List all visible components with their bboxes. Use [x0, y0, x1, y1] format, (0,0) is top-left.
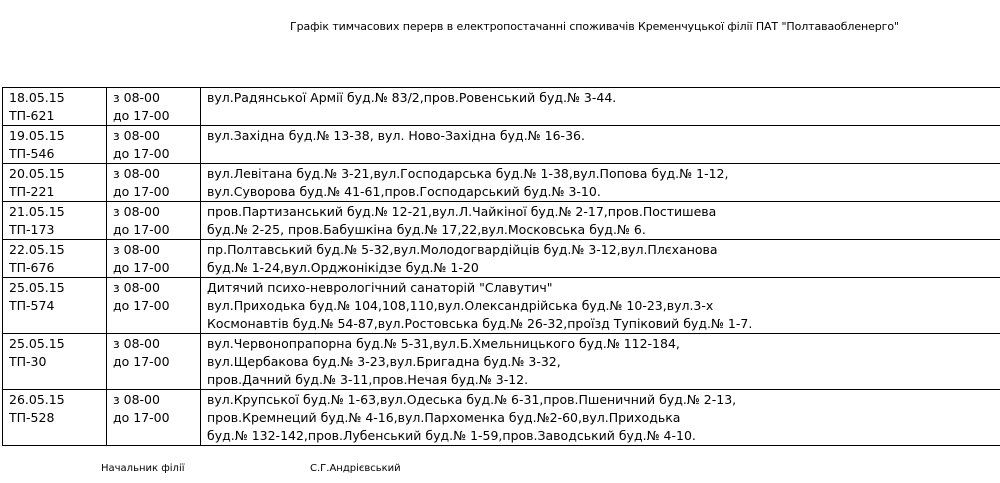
date-tp-cell: [3, 88, 107, 126]
time-from: з 08-00: [113, 242, 160, 257]
address-line: буд.№ 2-25, пров.Бабушкіна буд.№ 17,22,вул.Московська буд.№ 6.: [207, 222, 646, 237]
date-tp-cell: [3, 390, 107, 446]
table-row: [3, 126, 1000, 164]
date-tp-cell: [3, 202, 107, 240]
table-row: [3, 240, 1000, 278]
address-cell: [201, 202, 1000, 240]
address-line: вул.Західна буд.№ 13-38, вул. Ново-Західна буд.№ 16-36.: [207, 128, 585, 143]
time-cell: [107, 240, 201, 278]
transformer-substation: ТП-30: [9, 354, 47, 369]
time-cell: [107, 126, 201, 164]
transformer-substation: ТП-221: [9, 184, 55, 199]
document-title: Графік тимчасових перерв в електропостачанні споживачів Кременчуцької філії ПАТ "Полтаваобленерго": [290, 20, 899, 33]
address-line: вул.Радянської Армії буд.№ 83/2,пров.Ровенський буд.№ 3-44.: [207, 90, 617, 105]
time-to: до 17-00: [113, 260, 170, 275]
time-from: з 08-00: [113, 128, 160, 143]
address-line: пров.Дачний буд.№ 3-11,пров.Нечая буд.№ 3-12.: [207, 372, 529, 387]
transformer-substation: ТП-173: [9, 222, 55, 237]
time-to: до 17-00: [113, 184, 170, 199]
transformer-substation: ТП-528: [9, 410, 55, 425]
time-to: до 17-00: [113, 354, 170, 369]
time-from: з 08-00: [113, 204, 160, 219]
table-row: [3, 164, 1000, 202]
transformer-substation: ТП-621: [9, 108, 55, 123]
address-line: пров.Кремнеций буд.№ 4-16,вул.Пархоменка буд.№2-60,вул.Приходька: [207, 410, 681, 425]
time-from: з 08-00: [113, 166, 160, 181]
address-cell: [201, 390, 1000, 446]
time-to: до 17-00: [113, 108, 170, 123]
outage-date: 21.05.15: [9, 204, 65, 219]
date-tp-cell: [3, 164, 107, 202]
signatory-position: Начальник філії: [101, 463, 185, 474]
time-cell: [107, 390, 201, 446]
time-to: до 17-00: [113, 146, 170, 161]
address-line: буд.№ 132-142,пров.Лубенський буд.№ 1-59,пров.Заводський буд.№ 4-10.: [207, 428, 696, 443]
table-row: [3, 202, 1000, 240]
address-cell: [201, 164, 1000, 202]
address-line: вул.Червонопрапорна буд.№ 5-31,вул.Б.Хмельницького буд.№ 112-184,: [207, 336, 680, 351]
time-from: з 08-00: [113, 280, 160, 295]
address-line: Дитячий психо-неврологічний санаторій "Славутич": [207, 280, 553, 295]
date-tp-cell: [3, 334, 107, 390]
time-to: до 17-00: [113, 298, 170, 313]
time-from: з 08-00: [113, 392, 160, 407]
signatory-name: С.Г.Андрієвський: [310, 463, 401, 474]
outage-date: 19.05.15: [9, 128, 65, 143]
transformer-substation: ТП-574: [9, 298, 55, 313]
address-cell: [201, 240, 1000, 278]
date-tp-cell: [3, 240, 107, 278]
outage-date: 20.05.15: [9, 166, 65, 181]
date-tp-cell: [3, 278, 107, 334]
address-line: вул.Щербакова буд.№ 3-23,вул.Бригадна буд.№ 3-32,: [207, 354, 561, 369]
table-row: [3, 88, 1000, 126]
time-cell: [107, 88, 201, 126]
outage-date: 26.05.15: [9, 392, 65, 407]
time-to: до 17-00: [113, 222, 170, 237]
time-cell: [107, 202, 201, 240]
address-line: вул.Приходька буд.№ 104,108,110,вул.Олександрійська буд.№ 10-23,вул.3-х: [207, 298, 714, 313]
transformer-substation: ТП-676: [9, 260, 55, 275]
date-tp-cell: [3, 126, 107, 164]
time-from: з 08-00: [113, 336, 160, 351]
table-row: [3, 334, 1000, 390]
outage-date: 25.05.15: [9, 336, 65, 351]
address-line: Космонавтів буд.№ 54-87,вул.Ростовська буд.№ 26-32,проїзд Тупіковий буд.№ 1-7.: [207, 316, 753, 331]
time-from: з 08-00: [113, 90, 160, 105]
address-cell: [201, 278, 1000, 334]
address-line: буд.№ 1-24,вул.Орджонікідзе буд.№ 1-20: [207, 260, 479, 275]
outage-date: 22.05.15: [9, 242, 65, 257]
outage-date: 25.05.15: [9, 280, 65, 295]
table-row: [3, 278, 1000, 334]
address-line: пр.Полтавський буд.№ 5-32,вул.Молодогвардійців буд.№ 3-12,вул.Плєханова: [207, 242, 718, 257]
time-cell: [107, 334, 201, 390]
address-cell: [201, 88, 1000, 126]
address-cell: [201, 334, 1000, 390]
address-line: пров.Партизанський буд.№ 12-21,вул.Л.Чайкіної буд.№ 2-17,пров.Постишева: [207, 204, 717, 219]
time-cell: [107, 164, 201, 202]
address-cell: [201, 126, 1000, 164]
table-row: [3, 390, 1000, 446]
time-cell: [107, 278, 201, 334]
outage-date: 18.05.15: [9, 90, 65, 105]
address-line: вул.Крупської буд.№ 1-63,вул.Одеська буд.№ 6-31,пров.Пшеничний буд.№ 2-13,: [207, 392, 737, 407]
address-line: вул.Суворова буд.№ 41-61,пров.Господарський буд.№ 3-10.: [207, 184, 601, 199]
outage-schedule-table: [2, 87, 1000, 446]
time-to: до 17-00: [113, 410, 170, 425]
transformer-substation: ТП-546: [9, 146, 55, 161]
address-line: вул.Левітана буд.№ 3-21,вул.Господарська буд.№ 1-38,вул.Попова буд.№ 1-12,: [207, 166, 729, 181]
